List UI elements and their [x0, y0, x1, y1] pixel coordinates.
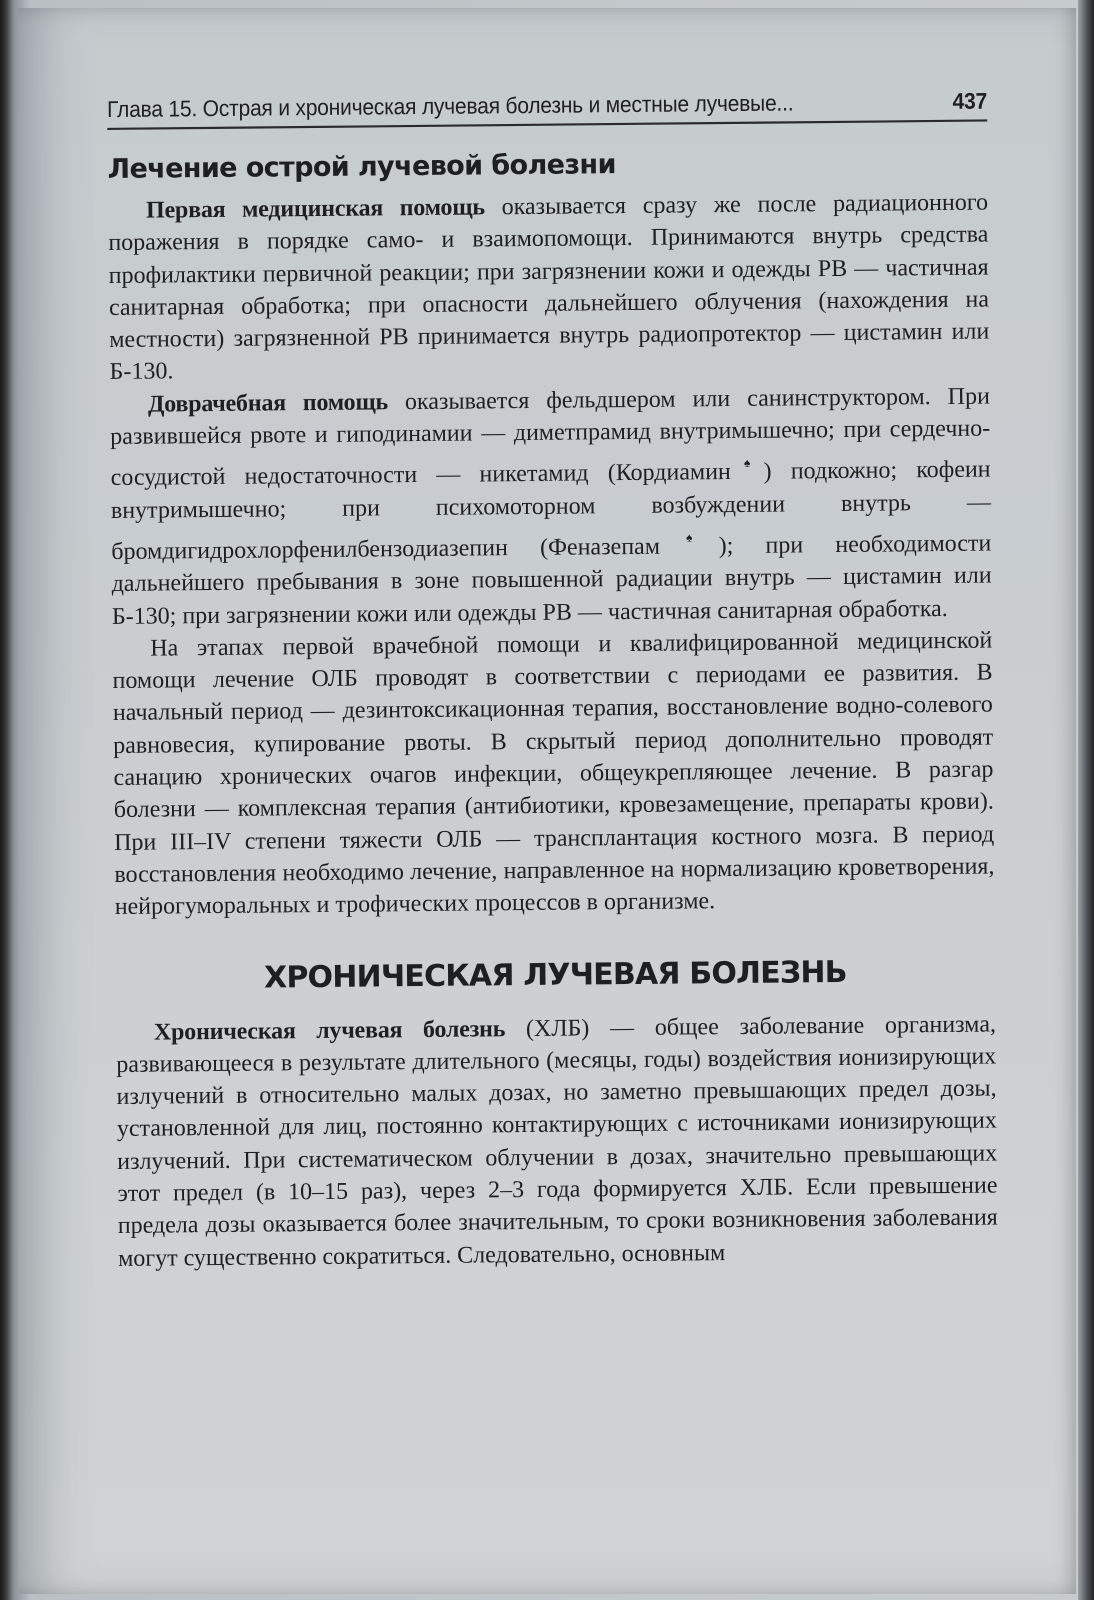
paragraph-chronic-definition	[116, 1008, 998, 1275]
chapter-title: ХРОНИЧЕСКАЯ ЛУЧЕВАЯ БОЛЕЗНЬ	[263, 954, 847, 996]
paragraph-first-aid-text: оказывается сразу же после радиационного поражения в порядке само- и взаимопомощи. Принимаются внутрь средства профилактики первичной реакции; при загрязнении кожи и одежды РВ — частичная санитарная обработка; при опасности дальнейшего облучения (нахождения на местности) загрязненной РВ принимается внутрь радиопротектор — цистамин или Б-130.	[108, 189, 990, 386]
running-head-title: Глава 15. Острая и хроническая лучевая болезнь и местные лучевые...	[106, 91, 794, 123]
term-prehospital-aid: Доврачебная помощь	[147, 389, 389, 418]
registered-mark: ♠	[730, 456, 764, 471]
registered-mark: ♠	[659, 530, 719, 545]
page-number: 437	[952, 89, 988, 115]
page-edge-shadow	[1078, 0, 1094, 1600]
paragraph-prehospital-aid	[110, 380, 992, 633]
term-chronic-disease: Хроническая лучевая болезнь	[153, 1015, 506, 1046]
section-title: Лечение острой лучевой болезни	[107, 149, 616, 185]
paragraph-first-aid	[108, 187, 990, 389]
paragraph-prehospital-text-b: ) подкожно; кофеин внутримышечно; при психомоторном возбуждении внутрь — бромдигидрохлорфенилбензодиазепин (Феназепам	[110, 456, 992, 565]
page-content	[106, 89, 998, 1275]
term-first-aid: Первая медицинская помощь	[145, 194, 485, 224]
paragraph-treatment-stages: На этапах первой врачебной помощи и квалифицированной медицинской помощи лечение ОЛБ проводят в соответствии с периодами ее развития. В начальный период — дезинтоксикационная терапия, восстановление водно-солевого равновесия, купирование рвоты. В скрытый период дополнительно проводят санацию хронических очагов инфекции, общеукрепляющее лечение. В разгар болезни — комплексная терапия (антибиотики, кровезамещение, препараты крови). При III–IV степени тяжести ОЛБ — трансплантация костного мозга. В период восстановления необходимо лечение, направленное на нормализацию кроветворения, нейрогуморальных и трофических процессов в организме.	[112, 627, 995, 921]
paragraph-prehospital-text-c: ); при необходимости дальнейшего пребывания в зоне повышенной радиации внутрь — цистамин или Б-130; при загрязнении кожи или одежды РВ — частичная санитарная обработка.	[111, 530, 992, 630]
paragraph-prehospital-text-a: оказывается фельдшером или санинструктором. При развившейся рвоте и гиподинамии — диметпрамид внутримышечно; при сердечно-сосудистой недостаточности — никетамид (Кордиамин	[110, 383, 991, 492]
paragraph-chronic-text: (ХЛБ) — общее заболевание организма, развивающееся в результате длительного (месяцы, годы) воздействия ионизирующих излучений в относительно малых дозах, но заметно превышающих предел дозы, установленной для лиц, постоянно контактирующих с источниками ионизирующих излучений. При систематическом облучении в дозах, значительно превышающих этот предел (в 10–15 раз), через 2–3 года формируется ХЛБ. Если превышение предела дозы оказывается более значительным, то сроки возникновения заболевания могут существенно сократиться. Следовательно, основным	[116, 1011, 998, 1272]
